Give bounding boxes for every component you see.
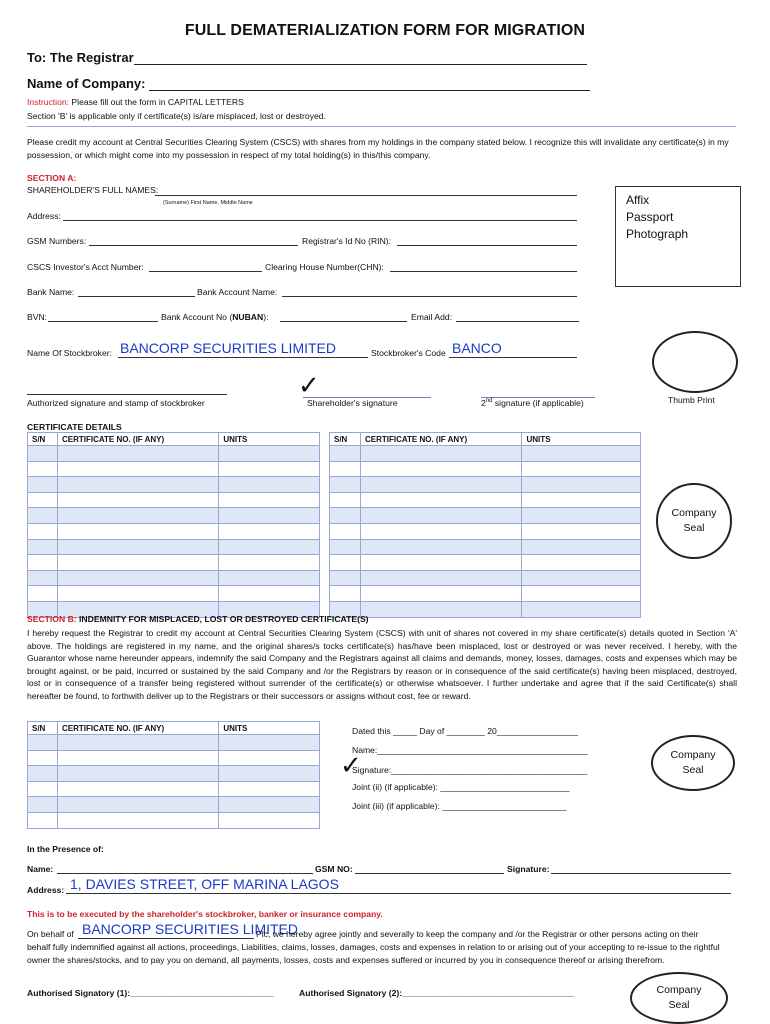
authorised-signatory-1[interactable]: Authorised Signatory (1):______________________________ [27,988,274,998]
stockbroker-code-value: BANCO [452,340,502,356]
photo-box-line1: Affix [626,193,650,207]
signature-field[interactable]: Signature:_________________________________________ [352,765,588,775]
table-row[interactable] [28,492,320,508]
table-row[interactable] [28,586,320,602]
table-row[interactable] [28,446,320,462]
seal-line2: Seal [683,522,705,534]
bank-acct-no-field[interactable] [280,321,407,322]
cert-header-sn: S/N [28,722,58,735]
authorised-signatory-2[interactable]: Authorised Signatory (2):____________________________________ [299,988,575,998]
stockbroker-code-field[interactable] [449,357,577,358]
table-row[interactable] [330,555,641,571]
table-row[interactable] [330,461,641,477]
table-row[interactable] [28,781,320,797]
name-hint: (Surname) First Name, Middle Name [163,200,253,206]
cert-table-left [27,432,320,618]
presence-signature-label: Signature: [507,864,550,874]
shareholder-sig-label: Shareholder's signature [307,398,398,408]
seal-line1: Company [656,984,702,996]
company-label [27,76,590,91]
table-row[interactable] [28,570,320,586]
seal-line1: Company [671,507,717,519]
stockbroker-code-label: Stockbroker's Code [371,348,446,358]
cert-header-sn: S/N [330,433,361,446]
cscs-acct-label: CSCS Investor's Acct Number: [27,262,144,272]
signature-check-mark: ✓ [340,750,362,780]
rin-label: Registrar's Id No (RIN): [302,236,392,246]
intro-paragraph: Please credit my account at Central Securities Clearing System (CSCS) with shares from my holdings in the company stated below. I recognize this will invalidate any certificate(s) in my possession, or which might come into my possession in respect of my total holding(s) in this/this company. [27,137,729,160]
joint2-field[interactable]: Joint (ii) (if applicable): ___________________________ [352,782,570,792]
stockbroker-value: BANCORP SECURITIES LIMITED [120,340,337,356]
second-sig-sup: nd [485,398,493,405]
seal-line2: Seal [668,999,690,1011]
execution-paragraph: behalf fully indemnified against all actions, proceedings, Liabilities, claims, losses, damages, costs and expenses in relation to or arising out of your accepting to re-issue to the rightful owner the shares/stocks, and to pay you on demand, all payments, losses, costs and expenses suffered or incurred by you in consequence thereof or arising therefrom. [27,942,720,965]
presence-title: In the Presence of: [27,844,104,854]
second-sig-num: 2 [481,398,486,408]
table-row[interactable] [330,586,641,602]
gsm-label: GSM Numbers: [27,236,87,246]
seal-line2: Seal [682,764,704,776]
email-field[interactable] [456,321,579,322]
full-names-field[interactable] [155,195,577,196]
bank-acct-no-suffix: ): [263,312,269,322]
table-row[interactable] [330,523,641,539]
stockbroker-field[interactable] [118,357,368,358]
company-seal-oval[interactable] [656,483,732,559]
table-row[interactable] [330,570,641,586]
table-row[interactable] [28,508,320,524]
cert-header-certno: CERTIFICATE NO. (IF ANY) [57,722,218,735]
chn-field[interactable] [390,271,577,272]
presence-signature-field[interactable] [551,873,731,874]
bank-acct-name-field[interactable] [282,296,577,297]
cert-table-right [329,432,641,618]
cscs-acct-field[interactable] [149,271,262,272]
on-behalf-value: BANCORP SECURITIES LIMITED [82,921,299,937]
company-seal-oval[interactable] [651,735,735,791]
cert-details-title: CERTIFICATE DETAILS [27,422,122,432]
thumb-print-oval[interactable] [652,331,738,393]
cert-header-sn: S/N [28,433,58,446]
table-row[interactable] [330,508,641,524]
second-sig-rest: signature (if applicable) [492,398,584,408]
to-registrar-text: To: The Registrar [27,50,134,65]
auth-sig-line[interactable] [27,394,227,395]
auth-sig-label: Authorized signature and stamp of stockbroker [27,398,205,408]
chn-label: Clearing House Number(CHN): [265,262,384,272]
cert-header-units: UNITS [219,722,320,735]
seal-line1: Company [670,749,716,761]
presence-gsm-field[interactable] [355,873,504,874]
execution-note: This is to be executed by the shareholder's stockbroker, banker or insurance company. [27,909,383,919]
table-row[interactable] [330,539,641,555]
dated-field[interactable]: Dated this _____ Day of ________ 20_________________ [352,726,579,736]
section-b-note: Section 'B' is applicable only if certificate(s) is/are misplaced, lost or destroyed. [27,111,326,121]
shareholder-check-mark: ✓ [298,370,320,400]
bank-acct-no-label [161,312,268,322]
bvn-field[interactable] [48,321,158,322]
table-row[interactable] [28,750,320,766]
form-title: FULL DEMATERIALIZATION FORM FOR MIGRATION [184,22,586,39]
full-names-label: SHAREHOLDER'S FULL NAMES: [27,185,159,195]
table-row[interactable] [28,477,320,493]
passport-photo-box[interactable] [615,186,741,287]
instruction-text: Please fill out the form in CAPITAL LETTERS [69,97,244,107]
section-b-title-rest: INDEMNITY FOR MISPLACED, LOST OR DESTROYED CERTIFICATE(S) [76,614,369,624]
presence-address-label: Address: [27,885,65,895]
cert-header-units: UNITS [522,433,641,446]
company-text: Name of Company: [27,76,146,91]
instruction-prefix: Instruction: [27,97,70,107]
table-row[interactable] [28,735,320,751]
cert-header-units: UNITS [219,433,320,446]
presence-name-label: Name: [27,864,54,874]
cert-table-section-b [27,721,320,829]
address-label: Address: [27,211,61,221]
photo-box-line3: Photograph [626,227,689,241]
to-registrar-label [27,50,587,65]
cert-header-certno: CERTIFICATE NO. (IF ANY) [360,433,521,446]
section-a-title: SECTION A: [27,173,77,183]
rin-field[interactable] [397,245,577,246]
bvn-label: BVN: [27,312,48,322]
presence-address-value: 1, DAVIES STREET, OFF MARINA LAGOS [70,876,339,892]
instruction [27,97,244,107]
table-row[interactable] [330,446,641,462]
presence-address-field[interactable] [66,893,731,894]
gsm-field[interactable] [89,245,298,246]
on-behalf-text: Plc, we hereby agree jointly and severally to keep the company and /or the Registrar or other persons acting on their [256,929,699,939]
email-label: Email Add: [411,312,453,322]
thumb-print-label: Thumb Print [668,395,715,405]
section-b-prefix: SECTION B: [27,614,77,624]
table-row[interactable] [28,523,320,539]
on-behalf-field[interactable] [78,938,254,939]
section-b-paragraph: I hereby request the Registrar to credit my account at Central Securities Clearing System (CSCS) with unit of shares not covered in my share certificate(s) details quoted in Section 'A' above. The holdings are registered in my name, and the original shares/s tocks certificate(s) has/have been misplaced, lost or destroyed or was never received. I hereby, with the Guarantor whose name hereunder appears, indemnify the said Company and the Registrars against all claims and demands, money, losses, damages, costs and expenses which may be brought against, or be paid, incurred or sustained by the said Company and /or the Registrars by reason or in consequence of the said certificate(s) having been misplaced, destroyed, lost or in consequence of a transfer being registered without surrender of the certificate(s) or otherwise whatsoever. I further undertake and agree that if the said Certificate(s) shall hereafter be found, to forthwith deliver up to the Registrars or their successors or assigns without cost, fee or reward. [27,628,737,701]
bank-acct-name-label: Bank Account Name: [197,287,278,297]
presence-name-field[interactable] [57,873,313,874]
table-row[interactable] [28,555,320,571]
bank-name-label: Bank Name: [27,287,75,297]
registrar-field[interactable] [134,50,587,65]
divider [27,126,736,127]
nuban-label: NUBAN [232,312,264,322]
address-field[interactable] [63,220,577,221]
table-row[interactable] [28,539,320,555]
table-row[interactable] [28,766,320,782]
bank-name-field[interactable] [78,296,195,297]
photo-box-line2: Passport [626,210,674,224]
presence-gsm-label: GSM NO: [315,864,353,874]
joint3-field[interactable]: Joint (iii) (if applicable): __________________________ [352,801,567,811]
table-row[interactable] [28,797,320,813]
bank-acct-no-prefix: Bank Account No ( [161,312,233,322]
table-row[interactable] [330,477,641,493]
cert-header-certno: CERTIFICATE NO. (IF ANY) [57,433,218,446]
on-behalf-label: On behalf of [27,929,74,939]
table-row[interactable] [28,461,320,477]
table-row[interactable] [28,812,320,828]
company-seal-oval[interactable] [630,972,728,1024]
section-b-title [27,614,369,624]
company-field[interactable] [149,76,590,91]
stockbroker-label: Name Of Stockbroker: [27,348,113,358]
table-row[interactable] [330,492,641,508]
table-row[interactable] [330,601,641,617]
name-field[interactable]: Name:____________________________________________ [352,745,588,755]
second-sig-label [481,398,584,408]
